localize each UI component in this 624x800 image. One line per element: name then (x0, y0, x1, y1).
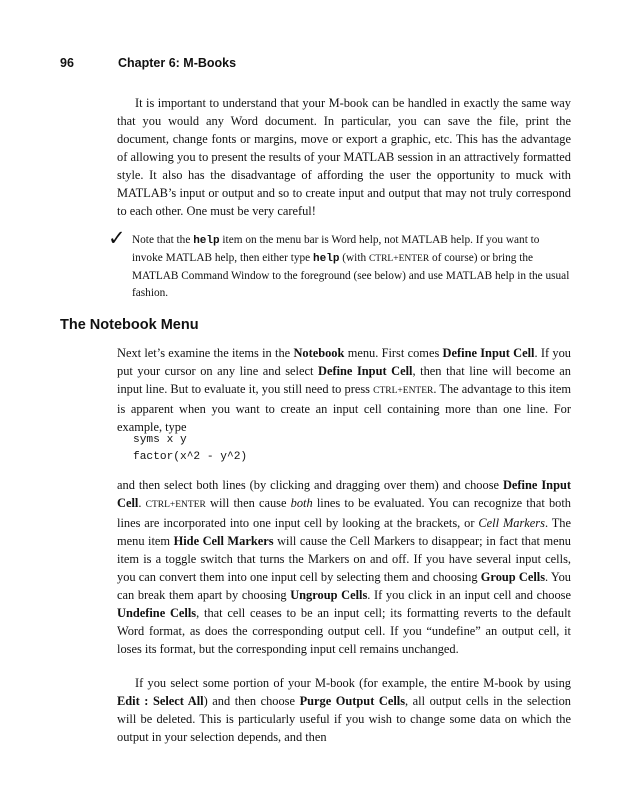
menu-item-name: Undefine Cells (117, 606, 197, 620)
menu-item-name: Define Input Cell (442, 346, 535, 360)
text: . You can break them apart by choosing (117, 570, 571, 602)
menu-item-name: Define Input Cell (117, 478, 571, 510)
text: and then select both lines (by clicking and dragging over them) and choose (117, 478, 503, 492)
note-text: Note that the (132, 234, 194, 246)
code-block (133, 432, 247, 466)
note-text: item on the menu bar is Word help, not MATLAB help. If you want to invoke MATLAB help, then either type (132, 234, 540, 264)
paragraph-notebook-menu (117, 344, 571, 436)
section-heading: The Notebook Menu (60, 317, 199, 333)
text: . The menu item (117, 516, 571, 548)
text: will cause the Cell Markers to disappear; in fact that menu item is a toggle switch that turns the Markers on and off. If you have several input cells, you can convert them into one input cell by selecting them and choosing (117, 534, 571, 584)
text: . If you put your cursor on any line and select (117, 346, 571, 378)
key-combo: CTRL+ENTER (368, 254, 430, 264)
menu-item-name: Purge Output Cells (299, 694, 406, 708)
text: . The advantage to this item is apparent when you want to create an input cell containing more than one line. For example, type (117, 382, 571, 434)
note-text: of course) or bring the MATLAB Command Window to the foreground (see below) and use MATLAB help in the usual fashion. (132, 252, 570, 299)
menu-item-name: Ungroup Cells (290, 588, 368, 602)
page-number: 96 (60, 56, 74, 70)
text: . (138, 496, 146, 510)
text: , then that line will become an input line. But to evaluate it, you still need to press (117, 364, 571, 396)
code-help: help (313, 253, 340, 265)
paragraph-text: It is important to understand that your M-book can be handled in exactly the same way that you would any Word document. In particular, you can save the file, print the document, change fonts or margins, move or export a graphic, etc. This has the advantage of allowing you to present the results of your MATLAB session in an attractively formatted style. It also has the disadvantage of affording the user the opportunity to muck with MATLAB’s input or output and so to create input and output that may not truly correspond to each other. One must be very careful! (117, 96, 571, 218)
note-text: (with (339, 252, 369, 264)
menu-name: Notebook (293, 346, 345, 360)
emphasis: Cell Markers (478, 516, 545, 530)
code-line: factor(x^2 - y^2) (133, 451, 248, 463)
code-help: help (193, 235, 220, 247)
checkmark-icon: ✓ (108, 226, 126, 250)
text: lines to be evaluated. You can recognize that both lines are incorporated into one input cell by looking at the brackets, or (117, 496, 571, 530)
key-combo: CTRL+ENTER (373, 386, 434, 396)
menu-item-name: Edit : Select All (117, 694, 204, 708)
paragraph-mbook-handling (117, 94, 571, 220)
text: Next let’s examine the items in the (117, 346, 294, 360)
paragraph-define-input-cell (117, 476, 571, 658)
text: will then cause (205, 496, 291, 510)
menu-item-name: Define Input Cell (318, 364, 413, 378)
menu-item-name: Group Cells (480, 570, 546, 584)
menu-item-name: Hide Cell Markers (173, 534, 274, 548)
paragraph-purge-output (117, 674, 571, 746)
chapter-title: Chapter 6: M-Books (118, 56, 237, 70)
text: , that cell ceases to be an input cell; its formatting reverts to the default Word format, as does the corresponding output cell. If you “undefine” an output cell, it loses its format, but the corresponding input cell remains unchanged. (117, 606, 571, 656)
text: menu. First comes (344, 346, 443, 360)
text: ) and then choose (203, 694, 300, 708)
text: , all output cells in the selection will be deleted. This is particularly useful if you wish to change some data on which the output in your selection depends, and then (117, 694, 571, 744)
note-help-menu (132, 232, 570, 302)
key-combo: CTRL+ENTER (145, 500, 206, 510)
text: . If you click in an input cell and choose (367, 588, 571, 602)
code-line: syms x y (133, 434, 187, 446)
running-header (60, 56, 236, 70)
emphasis: both (290, 496, 313, 510)
text: If you select some portion of your M-book (for example, the entire M-book by using (135, 676, 571, 690)
